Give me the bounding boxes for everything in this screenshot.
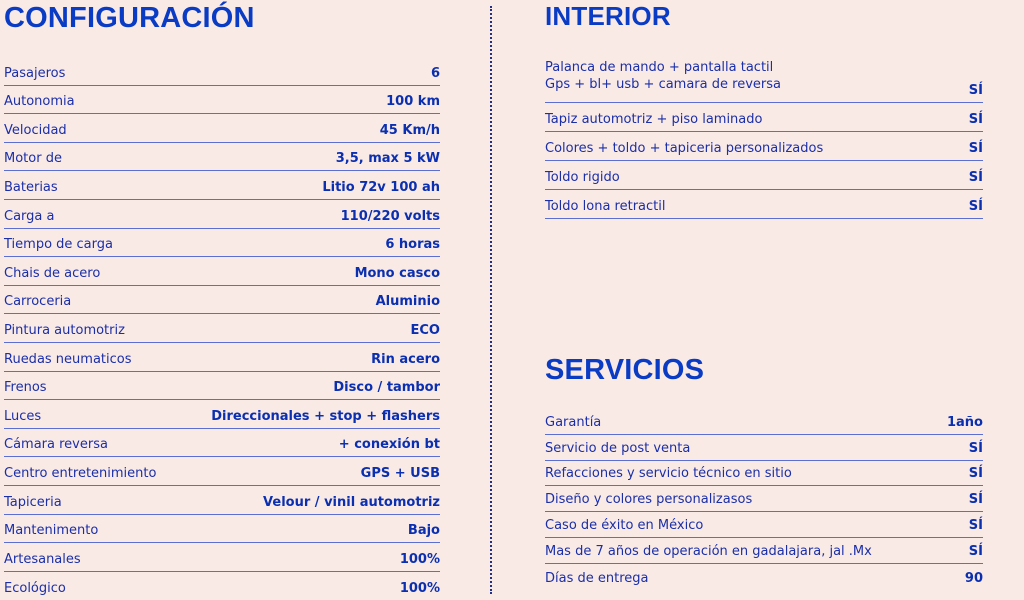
- servicio-row: [545, 435, 983, 461]
- servicio-label: Diseño y colores personalizasos: [545, 492, 753, 508]
- spec-label: Frenos: [4, 380, 47, 396]
- spec-label: Motor de: [4, 151, 62, 167]
- spec-label: Baterias: [4, 179, 58, 195]
- spec-value: Rin acero: [371, 351, 440, 367]
- servicio-label: Servicio de post venta: [545, 440, 691, 456]
- spec-row: [4, 457, 440, 486]
- spec-row: [4, 143, 440, 172]
- spec-value: GPS + USB: [360, 465, 440, 481]
- spec-label: Chais de acero: [4, 265, 101, 281]
- spec-row: [4, 171, 440, 200]
- servicio-value: SÍ: [968, 543, 983, 559]
- interior-label-line2: Gps + bl+ usb + camara de reversa: [545, 77, 781, 92]
- spec-row: [4, 429, 440, 458]
- interior-value: SÍ: [968, 170, 983, 185]
- spec-value: Velour / vinil automotriz: [263, 494, 440, 510]
- servicio-value: SÍ: [968, 440, 983, 456]
- interior-label: Toldo rigido: [545, 170, 620, 185]
- spec-value: 110/220 volts: [340, 208, 440, 224]
- spec-value: ECO: [410, 322, 440, 338]
- spec-value: Bajo: [407, 523, 440, 539]
- interior-row: [545, 132, 983, 161]
- servicio-label: Mas de 7 años de operación en gadalajara, jal .Mx: [545, 543, 872, 559]
- spec-value: Litio 72v 100 ah: [322, 179, 440, 195]
- spec-label: Pasajeros: [4, 65, 66, 81]
- servicio-row: [545, 486, 983, 512]
- spec-value: 100%: [399, 551, 440, 567]
- servicio-label: Refacciones y servicio técnico en sitio: [545, 466, 792, 482]
- spec-label: Artesanales: [4, 551, 81, 567]
- spec-label: Pintura automotriz: [4, 322, 125, 338]
- servicio-value: 1año: [946, 414, 983, 430]
- servicio-label: Garantía: [545, 414, 602, 430]
- servicio-label: Caso de éxito en México: [545, 517, 704, 533]
- servicio-value: SÍ: [968, 492, 983, 508]
- spec-row: [4, 114, 440, 143]
- spec-label: Tiempo de carga: [4, 237, 113, 253]
- spec-value: 100 km: [386, 94, 440, 110]
- servicios-heading: SERVICIOS: [545, 354, 705, 386]
- servicio-row: [545, 409, 983, 435]
- spec-value: Disco / tambor: [333, 380, 440, 396]
- spec-label: Carroceria: [4, 294, 72, 310]
- interior-row: [545, 190, 983, 219]
- interior-label: Colores + toldo + tapiceria personalizados: [545, 141, 824, 156]
- spec-row: [4, 486, 440, 515]
- spec-value: 6 horas: [385, 237, 440, 253]
- interior-label: Toldo lona retractil: [545, 199, 666, 214]
- spec-label: Mantenimento: [4, 523, 99, 539]
- spec-label: Autonomia: [4, 94, 75, 110]
- servicio-row: [545, 461, 983, 487]
- spec-row: [4, 400, 440, 429]
- interior-table: [545, 57, 983, 219]
- servicios-table: [545, 409, 983, 590]
- interior-value: SÍ: [968, 83, 983, 98]
- spec-label: Centro entretenimiento: [4, 465, 157, 481]
- spec-row: [4, 229, 440, 258]
- spec-row: [4, 314, 440, 343]
- spec-row: [4, 515, 440, 544]
- servicio-row: [545, 512, 983, 538]
- spec-value: 6: [430, 65, 440, 81]
- spec-value: 100%: [399, 581, 440, 597]
- spec-value: + conexión bt: [338, 437, 440, 453]
- interior-row: [545, 161, 983, 190]
- servicio-value: 90: [964, 570, 983, 586]
- interior-row: [545, 57, 983, 103]
- spec-label: Ecológico: [4, 581, 66, 597]
- interior-label: [545, 59, 781, 93]
- spec-row: [4, 572, 440, 600]
- spec-value: Direccionales + stop + flashers: [211, 408, 440, 424]
- interior-value: SÍ: [968, 141, 983, 156]
- spec-label: Cámara reversa: [4, 437, 108, 453]
- spec-row: [4, 200, 440, 229]
- spec-label: Velocidad: [4, 122, 67, 138]
- spec-row: [4, 372, 440, 401]
- column-divider: [490, 6, 492, 594]
- servicio-row: [545, 564, 983, 590]
- spec-value: 3,5, max 5 kW: [335, 151, 440, 167]
- servicio-value: SÍ: [968, 466, 983, 482]
- spec-row: [4, 257, 440, 286]
- interior-row: [545, 103, 983, 132]
- interior-heading: INTERIOR: [545, 1, 671, 31]
- interior-label: Tapiz automotriz + piso laminado: [545, 112, 763, 127]
- spec-value: 45 Km/h: [379, 122, 440, 138]
- servicio-row: [545, 538, 983, 564]
- spec-row: [4, 286, 440, 315]
- spec-row: [4, 86, 440, 115]
- spec-row: [4, 543, 440, 572]
- interior-label-line1: Palanca de mando + pantalla tactil: [545, 60, 774, 75]
- spec-row: [4, 343, 440, 372]
- servicio-value: SÍ: [968, 517, 983, 533]
- configuracion-table: [4, 57, 440, 600]
- configuracion-heading: CONFIGURACIÓN: [4, 2, 255, 34]
- spec-label: Ruedas neumaticos: [4, 351, 132, 367]
- spec-label: Carga a: [4, 208, 55, 224]
- spec-label: Luces: [4, 408, 42, 424]
- interior-value: SÍ: [968, 199, 983, 214]
- spec-row: [4, 57, 440, 86]
- servicio-label: Días de entrega: [545, 570, 649, 586]
- interior-value: SÍ: [968, 112, 983, 127]
- spec-label: Tapiceria: [4, 494, 62, 510]
- spec-value: Mono casco: [354, 265, 440, 281]
- spec-value: Aluminio: [375, 294, 440, 310]
